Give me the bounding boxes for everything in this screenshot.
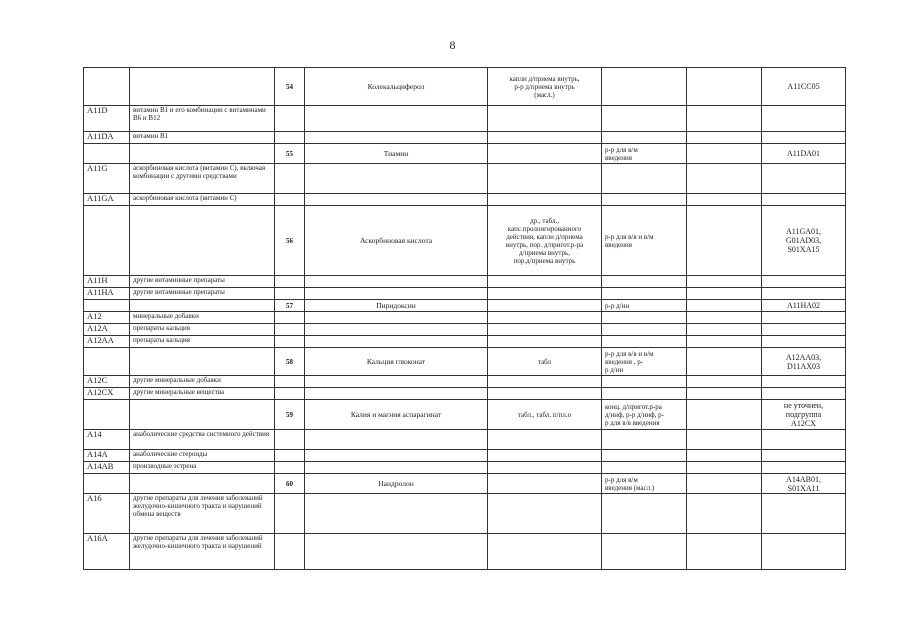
injection-forms-cell: р-р для в/в и в/м введения — [602, 206, 687, 276]
drug-atc-cell: A11HA02 — [762, 300, 846, 312]
extra-cell — [687, 376, 762, 388]
table-row — [84, 312, 846, 324]
dosage-forms-cell — [488, 276, 602, 288]
drug-atc-cell — [762, 388, 846, 400]
dosage-forms-cell — [488, 164, 602, 194]
table-row — [84, 132, 846, 144]
dosage-forms-cell — [488, 534, 602, 570]
extra-cell — [687, 494, 762, 534]
table-row — [84, 376, 846, 388]
table-row — [84, 164, 846, 194]
injection-forms-cell — [602, 106, 687, 132]
table-row — [84, 324, 846, 336]
item-number-cell — [275, 430, 305, 450]
injection-forms-cell: р-р для в/м введения (масл.) — [602, 474, 687, 494]
table-row — [84, 300, 846, 312]
table-row — [84, 462, 846, 474]
dosage-forms-cell: табл., табл. п/пл.о — [488, 400, 602, 430]
table-row — [84, 276, 846, 288]
item-number-cell — [275, 336, 305, 348]
table-row — [84, 450, 846, 462]
drug-name-cell — [305, 430, 488, 450]
atc-code-cell: A12CX — [84, 388, 130, 400]
extra-cell — [687, 348, 762, 376]
drug-name-cell — [305, 288, 488, 300]
atc-code-cell: A14A — [84, 450, 130, 462]
extra-cell — [687, 462, 762, 474]
drug-name-cell — [305, 312, 488, 324]
dosage-forms-cell — [488, 450, 602, 462]
drug-name-cell — [305, 324, 488, 336]
item-number-cell: 58 — [275, 348, 305, 376]
group-name-cell: другие минеральные добавки — [130, 376, 275, 388]
atc-code-cell — [84, 400, 130, 430]
item-number-cell: 56 — [275, 206, 305, 276]
drug-name-cell — [305, 276, 488, 288]
table-row — [84, 534, 846, 570]
atc-code-cell: A11HA — [84, 288, 130, 300]
dosage-forms-cell — [488, 132, 602, 144]
drug-atc-cell — [762, 534, 846, 570]
extra-cell — [687, 336, 762, 348]
injection-forms-cell — [602, 324, 687, 336]
table-row — [84, 336, 846, 348]
drug-name-cell — [305, 494, 488, 534]
dosage-forms-cell: капли д/приема внутрь, р-р д/приема внутрь (масл.) — [488, 68, 602, 106]
table-row — [84, 288, 846, 300]
group-name-cell: препараты кальция — [130, 336, 275, 348]
item-number-cell: 60 — [275, 474, 305, 494]
dosage-forms-cell — [488, 106, 602, 132]
injection-forms-cell — [602, 430, 687, 450]
extra-cell — [687, 164, 762, 194]
group-name-cell — [130, 474, 275, 494]
drug-name-cell: Пиридоксин — [305, 300, 488, 312]
item-number-cell — [275, 462, 305, 474]
atc-code-cell: A16A — [84, 534, 130, 570]
extra-cell — [687, 450, 762, 462]
injection-forms-cell — [602, 288, 687, 300]
dosage-forms-cell — [488, 300, 602, 312]
table-row — [84, 206, 846, 276]
drug-name-cell — [305, 534, 488, 570]
atc-code-cell: A11H — [84, 276, 130, 288]
extra-cell — [687, 276, 762, 288]
injection-forms-cell — [602, 450, 687, 462]
extra-cell — [687, 68, 762, 106]
drug-atc-cell — [762, 336, 846, 348]
item-number-cell — [275, 450, 305, 462]
atc-code-cell: A12 — [84, 312, 130, 324]
atc-code-cell: A12A — [84, 324, 130, 336]
group-name-cell: препараты кальция — [130, 324, 275, 336]
drug-name-cell — [305, 132, 488, 144]
extra-cell — [687, 300, 762, 312]
table-row — [84, 68, 846, 106]
atc-code-cell: A11G — [84, 164, 130, 194]
injection-forms-cell — [602, 336, 687, 348]
dosage-forms-cell — [488, 144, 602, 164]
drug-atc-cell — [762, 312, 846, 324]
injection-forms-cell — [602, 194, 687, 206]
drug-name-cell: Калия и магния аспарагинат — [305, 400, 488, 430]
drug-atc-cell — [762, 106, 846, 132]
dosage-forms-cell: др., табл., капс.пролонгированного действия, капли д/приема внутрь, пор. д/пригот.р-ра д/приема внутрь, пор.д/приема внутрь — [488, 206, 602, 276]
item-number-cell — [275, 324, 305, 336]
drug-atc-cell — [762, 376, 846, 388]
item-number-cell — [275, 376, 305, 388]
dosage-forms-cell — [488, 430, 602, 450]
group-name-cell: другие витаминные препараты — [130, 288, 275, 300]
group-name-cell — [130, 144, 275, 164]
extra-cell — [687, 388, 762, 400]
group-name-cell: анаболические средства системного действия — [130, 430, 275, 450]
item-number-cell — [275, 288, 305, 300]
atc-code-cell: A14AB — [84, 462, 130, 474]
extra-cell — [687, 324, 762, 336]
group-name-cell: производные эстрена — [130, 462, 275, 474]
drug-name-cell: Кальция глюконат — [305, 348, 488, 376]
drug-name-cell: Колекальциферол — [305, 68, 488, 106]
atc-code-cell — [84, 300, 130, 312]
injection-forms-cell — [602, 534, 687, 570]
table-row — [84, 144, 846, 164]
group-name-cell — [130, 206, 275, 276]
item-number-cell — [275, 132, 305, 144]
drug-atc-cell — [762, 194, 846, 206]
item-number-cell: 57 — [275, 300, 305, 312]
table-row — [84, 400, 846, 430]
drug-name-cell — [305, 336, 488, 348]
page-number: 8 — [449, 38, 456, 52]
group-name-cell: витамин B1 и его комбинации с витаминами B6 и B12 — [130, 106, 275, 132]
table-row — [84, 474, 846, 494]
drug-atc-cell — [762, 494, 846, 534]
dosage-forms-cell — [488, 474, 602, 494]
group-name-cell: витамин B1 — [130, 132, 275, 144]
extra-cell — [687, 312, 762, 324]
item-number-cell — [275, 312, 305, 324]
atc-code-cell — [84, 474, 130, 494]
drug-name-cell: Тиамин — [305, 144, 488, 164]
group-name-cell — [130, 68, 275, 106]
dosage-forms-cell: табл — [488, 348, 602, 376]
extra-cell — [687, 144, 762, 164]
drug-atc-cell — [762, 164, 846, 194]
injection-forms-cell: р-р д/ин — [602, 300, 687, 312]
injection-forms-cell — [602, 388, 687, 400]
table-row — [84, 194, 846, 206]
table-row — [84, 494, 846, 534]
extra-cell — [687, 474, 762, 494]
table-row — [84, 106, 846, 132]
drug-atc-cell — [762, 132, 846, 144]
drug-name-cell — [305, 106, 488, 132]
table-row — [84, 388, 846, 400]
group-name-cell: другие минеральные вещества — [130, 388, 275, 400]
injection-forms-cell — [602, 132, 687, 144]
dosage-forms-cell — [488, 494, 602, 534]
table-row — [84, 430, 846, 450]
injection-forms-cell — [602, 462, 687, 474]
atc-code-cell: A16 — [84, 494, 130, 534]
drug-atc-cell: A11CC05 — [762, 68, 846, 106]
extra-cell — [687, 194, 762, 206]
item-number-cell — [275, 494, 305, 534]
dosage-forms-cell — [488, 312, 602, 324]
item-number-cell — [275, 534, 305, 570]
atc-code-cell: A12AA — [84, 336, 130, 348]
item-number-cell: 55 — [275, 144, 305, 164]
injection-forms-cell: р-р для в/м введения — [602, 144, 687, 164]
group-name-cell: другие препараты для лечения заболеваний желудочно-кишечного тракта и нарушений обмена веществ — [130, 494, 275, 534]
dosage-forms-cell — [488, 194, 602, 206]
dosage-forms-cell — [488, 336, 602, 348]
extra-cell — [687, 132, 762, 144]
dosage-forms-cell — [488, 388, 602, 400]
extra-cell — [687, 430, 762, 450]
drug-atc-cell — [762, 276, 846, 288]
drug-name-cell: Нандролон — [305, 474, 488, 494]
drug-name-cell — [305, 194, 488, 206]
drug-name-cell — [305, 388, 488, 400]
drug-atc-cell: A11DA01 — [762, 144, 846, 164]
drug-atc-cell — [762, 324, 846, 336]
injection-forms-cell — [602, 376, 687, 388]
atc-code-cell: A11DA — [84, 132, 130, 144]
drug-atc-cell — [762, 450, 846, 462]
atc-code-cell: A14 — [84, 430, 130, 450]
drug-list-table — [83, 67, 846, 570]
dosage-forms-cell — [488, 288, 602, 300]
item-number-cell — [275, 388, 305, 400]
group-name-cell — [130, 300, 275, 312]
group-name-cell — [130, 348, 275, 376]
drug-atc-cell — [762, 462, 846, 474]
item-number-cell — [275, 164, 305, 194]
drug-name-cell — [305, 450, 488, 462]
drug-atc-cell — [762, 430, 846, 450]
dosage-forms-cell — [488, 376, 602, 388]
atc-code-cell: A11D — [84, 106, 130, 132]
injection-forms-cell: конц. д/пригот.р-ра д/инф, р-р д/инф, р- р для в/в введения — [602, 400, 687, 430]
injection-forms-cell — [602, 312, 687, 324]
atc-code-cell: A12C — [84, 376, 130, 388]
group-name-cell: другие витаминные препараты — [130, 276, 275, 288]
atc-code-cell — [84, 144, 130, 164]
drug-name-cell — [305, 376, 488, 388]
atc-code-cell — [84, 68, 130, 106]
item-number-cell: 54 — [275, 68, 305, 106]
drug-name-cell — [305, 462, 488, 474]
drug-atc-cell: A12AA03, D11AX03 — [762, 348, 846, 376]
drug-atc-cell: A14AB01, S01XA11 — [762, 474, 846, 494]
item-number-cell: 59 — [275, 400, 305, 430]
injection-forms-cell — [602, 276, 687, 288]
group-name-cell: анаболические стероиды — [130, 450, 275, 462]
drug-atc-cell: A11GA01, G01AD03, S01XA15 — [762, 206, 846, 276]
item-number-cell — [275, 194, 305, 206]
extra-cell — [687, 288, 762, 300]
atc-code-cell: A11GA — [84, 194, 130, 206]
injection-forms-cell — [602, 68, 687, 106]
group-name-cell: аскорбиновая кислота (витамин C) — [130, 194, 275, 206]
extra-cell — [687, 400, 762, 430]
item-number-cell — [275, 106, 305, 132]
drug-atc-cell: не уточнен, подгруппа A12CX — [762, 400, 846, 430]
drug-atc-cell — [762, 288, 846, 300]
injection-forms-cell: р-р для в/в и в/м введения , р- р д/ин — [602, 348, 687, 376]
atc-code-cell — [84, 206, 130, 276]
group-name-cell — [130, 400, 275, 430]
drug-name-cell: Аскорбиновая кислота — [305, 206, 488, 276]
table-row — [84, 348, 846, 376]
group-name-cell: минеральные добавки — [130, 312, 275, 324]
dosage-forms-cell — [488, 324, 602, 336]
injection-forms-cell — [602, 494, 687, 534]
extra-cell — [687, 206, 762, 276]
atc-code-cell — [84, 348, 130, 376]
group-name-cell: другие препараты для лечения заболеваний желудочно-кишечного тракта и нарушений — [130, 534, 275, 570]
dosage-forms-cell — [488, 462, 602, 474]
injection-forms-cell — [602, 164, 687, 194]
extra-cell — [687, 106, 762, 132]
extra-cell — [687, 534, 762, 570]
group-name-cell: аскорбиновая кислота (витамин C), включая комбинации с другими средствами — [130, 164, 275, 194]
drug-name-cell — [305, 164, 488, 194]
item-number-cell — [275, 276, 305, 288]
